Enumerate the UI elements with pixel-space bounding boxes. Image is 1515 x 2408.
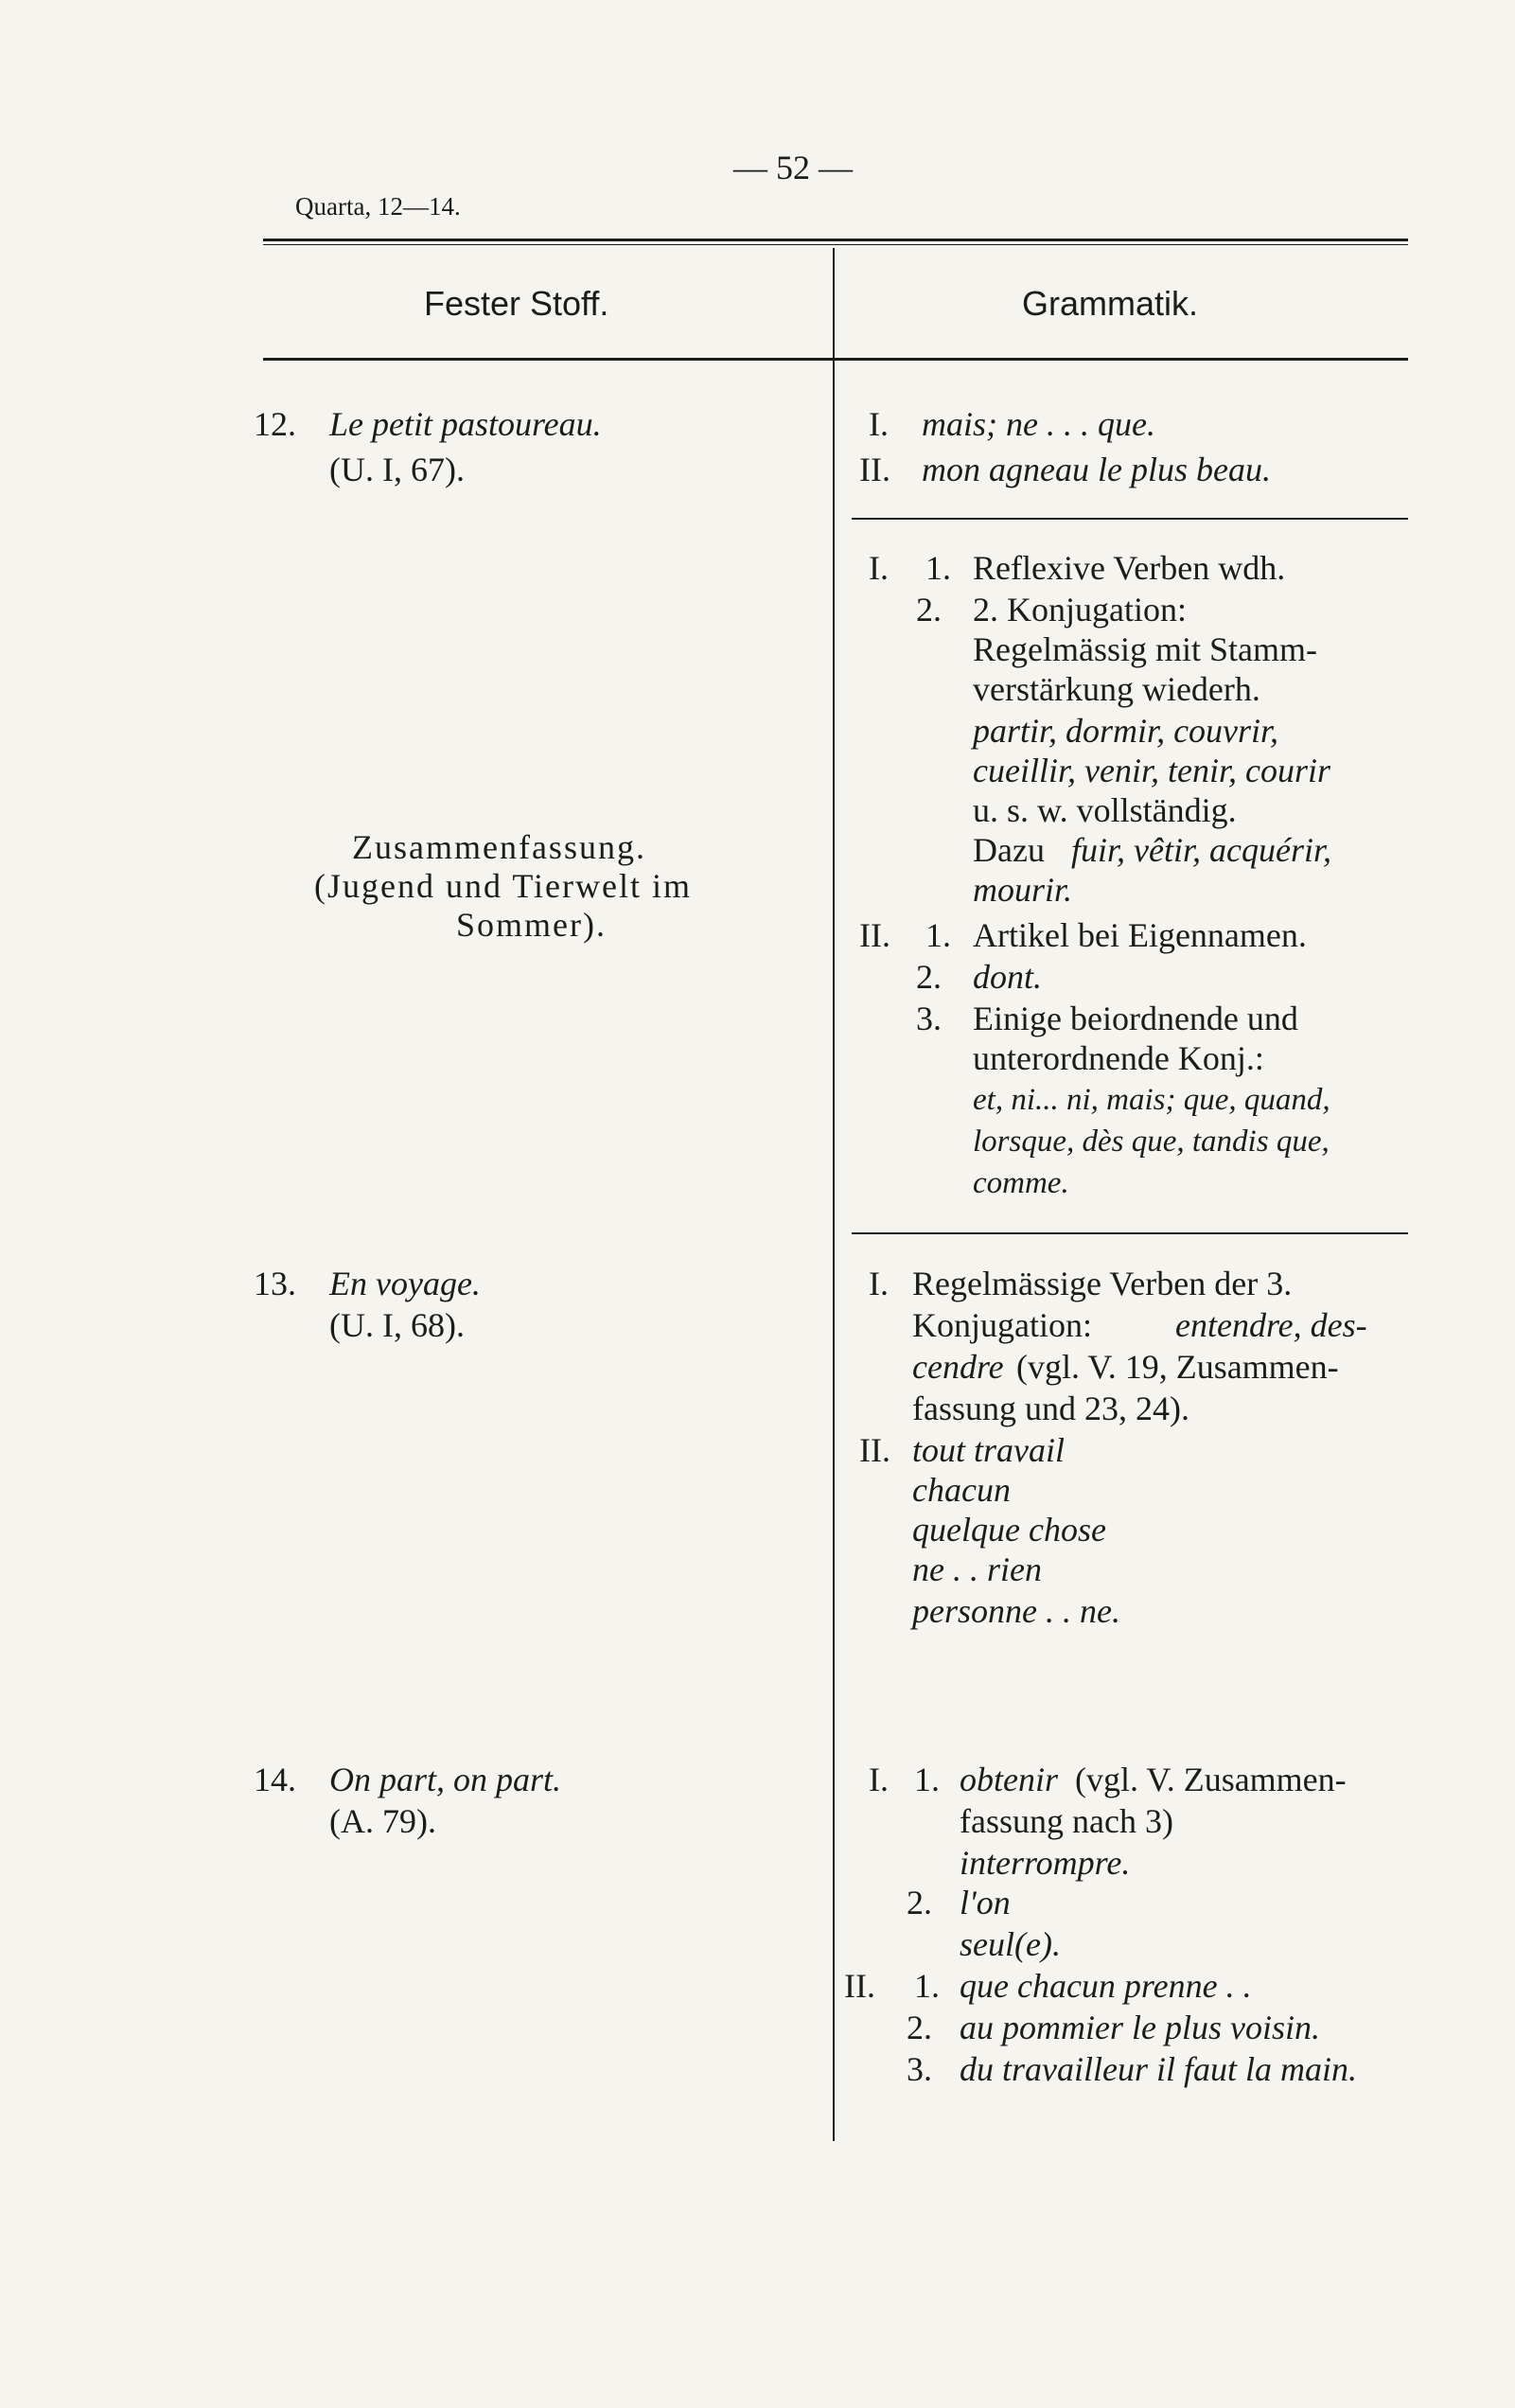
section12-ref: (U. I, 67).: [329, 451, 465, 488]
s12-rule-2: [852, 1232, 1408, 1234]
s13-I-line1: Regelmässige Verben der 3.: [912, 1265, 1293, 1302]
s12-b2-text: 2. Konjugation:: [973, 591, 1187, 629]
top-rule: [263, 239, 1408, 241]
s13-II-line1: tout travail: [912, 1431, 1065, 1469]
s12-b2-line8: mourir.: [973, 871, 1073, 909]
s13-II-line2: chacun: [912, 1471, 1011, 1509]
s12-c3-line3: et, ni... ni, mais; que, quand,: [973, 1083, 1330, 1117]
s13-II-line5: personne . . ne.: [912, 1592, 1120, 1630]
section12-summary: Zusammenfassung.: [352, 828, 646, 866]
s12-b1-number: 1.: [925, 549, 951, 587]
s12-g1-text: mais; ne . . . que.: [922, 405, 1155, 443]
s13-I-line3-ref: (vgl. V. 19, Zusammen-: [1016, 1348, 1339, 1386]
s12-g1-number: I.: [869, 405, 889, 443]
s14-I1-verb: obtenir: [960, 1761, 1058, 1798]
s12-b2-line7-prefix: Dazu: [973, 831, 1045, 869]
section12-number: 12.: [254, 405, 296, 443]
s12-b2-line4: partir, dormir, couvrir,: [973, 712, 1279, 750]
s12-b2-line3: verstärkung wiederh.: [973, 670, 1260, 708]
s14-I1-line2: fassung nach 3): [960, 1802, 1173, 1840]
s13-I-number: I.: [869, 1265, 889, 1302]
s12-b-number: I.: [869, 549, 889, 587]
s14-I2-number: 2.: [907, 1884, 932, 1921]
running-title: Quarta, 12—14.: [295, 192, 461, 221]
section14-ref: (A. 79).: [329, 1802, 436, 1840]
section12-summary-line3: Sommer).: [456, 906, 607, 944]
s12-g2-text: mon agneau le plus beau.: [922, 451, 1271, 488]
s13-I-line3-verb: cendre: [912, 1348, 1004, 1386]
s12-c1-text: Artikel bei Eigennamen.: [973, 916, 1307, 954]
column-heading-left: Fester Stoff.: [424, 284, 609, 323]
section13-ref: (U. I, 68).: [329, 1306, 465, 1344]
s12-c2-number: 2.: [916, 958, 942, 996]
s14-II1-number: 1.: [914, 1967, 940, 2005]
s13-II-number: II.: [859, 1431, 890, 1469]
s14-II-number: II.: [844, 1967, 875, 2005]
s12-c-number: II.: [859, 916, 890, 954]
s12-g2-number: II.: [859, 451, 890, 488]
section14-title: On part, on part.: [329, 1761, 562, 1798]
s12-c3-line2: unterordnende Konj.:: [973, 1039, 1264, 1077]
s14-I1-ref: (vgl. V. Zusammen-: [1075, 1761, 1347, 1798]
s14-I2-line1: l'on: [960, 1884, 1011, 1921]
s14-II2-number: 2.: [907, 2009, 932, 2046]
page-number: — 52 —: [733, 149, 853, 186]
s12-b2-number: 2.: [916, 591, 942, 629]
s12-c3-line4: lorsque, dès que, tandis que,: [973, 1124, 1330, 1159]
s12-rule-1: [852, 518, 1408, 520]
s12-b2-line7-verbs: fuir, vêtir, acquérir,: [1071, 831, 1331, 869]
s12-b2-line5: cueillir, venir, tenir, courir: [973, 752, 1330, 789]
s12-b2-line6: u. s. w. vollständig.: [973, 791, 1237, 829]
s12-c3-text: Einige beiordnende und: [973, 1000, 1298, 1037]
s13-I-line2-verbs: entendre, des-: [1175, 1306, 1367, 1344]
s14-I1-line3: interrompre.: [960, 1844, 1131, 1882]
s12-c1-number: 1.: [925, 916, 951, 954]
s14-II2-text: au pommier le plus voisin.: [960, 2009, 1320, 2046]
s14-I-number: I.: [869, 1761, 889, 1798]
column-divider: [833, 248, 835, 2141]
s12-c3-line5: comme.: [973, 1166, 1069, 1200]
section13-number: 13.: [254, 1265, 296, 1302]
s14-I1-number: 1.: [914, 1761, 940, 1798]
column-heading-right: Grammatik.: [1022, 284, 1199, 323]
s12-c3-number: 3.: [916, 1000, 942, 1037]
s14-I2-line2: seul(e).: [960, 1925, 1061, 1963]
s13-I-line2-label: Konjugation:: [912, 1306, 1092, 1344]
s13-I-line4: fassung und 23, 24).: [912, 1390, 1189, 1427]
section12-title: Le petit pastoureau.: [329, 405, 602, 443]
section14-number: 14.: [254, 1761, 296, 1798]
s14-II3-text: du travailleur il faut la main.: [960, 2050, 1357, 2088]
heading-rule: [263, 358, 1408, 361]
s14-II1-text: que chacun prenne . .: [960, 1967, 1252, 2005]
s12-b2-line2: Regelmässig mit Stamm-: [973, 630, 1317, 668]
s12-c2-text: dont.: [973, 958, 1043, 996]
top-rule-thin: [263, 244, 1408, 245]
s14-II3-number: 3.: [907, 2050, 932, 2088]
s12-b1-text: Reflexive Verben wdh.: [973, 549, 1286, 587]
section13-title: En voyage.: [329, 1265, 481, 1302]
s13-II-line3: quelque chose: [912, 1511, 1106, 1549]
section12-summary-line2: (Jugend und Tierwelt im: [314, 867, 693, 905]
s13-II-line4: ne . . rien: [912, 1550, 1042, 1588]
